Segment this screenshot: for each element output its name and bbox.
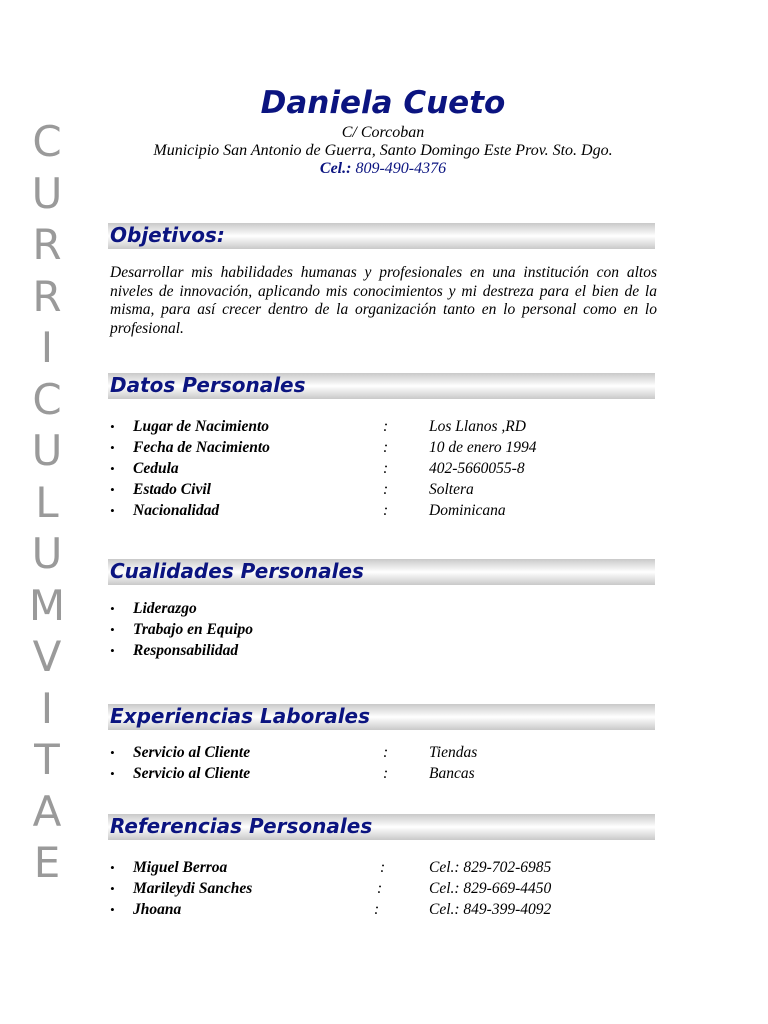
item-value: Los Llanos ,RD bbox=[429, 418, 526, 435]
section-title-cualidades-personales: Cualidades Personales bbox=[110, 559, 364, 583]
phone-number: 809-490-4376 bbox=[355, 160, 447, 177]
address-line-1: C/ Corcoban bbox=[341, 124, 425, 141]
item-separator: : bbox=[383, 439, 389, 456]
list-item bbox=[110, 479, 670, 500]
list-item bbox=[110, 742, 670, 763]
list-item bbox=[110, 899, 670, 920]
bullet: • bbox=[110, 461, 115, 476]
item-separator: : bbox=[383, 460, 389, 477]
item-label: Responsabilidad bbox=[133, 642, 239, 659]
item-value: 402-5660055-8 bbox=[429, 460, 525, 477]
side-letter: I bbox=[40, 323, 54, 372]
side-letter: E bbox=[33, 838, 61, 887]
item-value: Soltera bbox=[429, 481, 474, 498]
section-bar-cualidades-personales bbox=[108, 559, 655, 585]
side-letter: A bbox=[32, 786, 62, 836]
bullet: • bbox=[110, 482, 115, 497]
list-item bbox=[110, 437, 670, 458]
candidate-name: Daniela Cueto bbox=[260, 85, 506, 121]
item-value: Bancas bbox=[429, 765, 475, 782]
bullet: • bbox=[110, 745, 115, 760]
item-value: Dominicana bbox=[429, 502, 506, 519]
section-title-datos-personales: Datos Personales bbox=[110, 373, 306, 397]
item-label: Servicio al Cliente bbox=[133, 765, 251, 782]
item-value: Tiendas bbox=[429, 744, 478, 761]
section-title-referencias-personales: Referencias Personales bbox=[110, 814, 373, 838]
list-item bbox=[110, 619, 670, 640]
side-letter: R bbox=[32, 271, 62, 321]
bullet: • bbox=[110, 860, 115, 875]
list-item bbox=[110, 500, 670, 521]
side-letter: U bbox=[31, 426, 63, 475]
list-item bbox=[110, 416, 670, 437]
side-letter: T bbox=[34, 735, 60, 784]
list-item bbox=[110, 598, 670, 619]
side-letter: L bbox=[35, 477, 59, 527]
objetivos-text: Desarrollar mis habilidades humanas y profesionales en una institución con altos niveles de innovación, aplicando mis conocimientos y mi destreza para el bien de la misma, para así crecer dentro de la organización tanto en lo personal como en lo profesional. bbox=[110, 264, 657, 337]
section-title-experiencias-laborales: Experiencias Laborales bbox=[110, 704, 371, 728]
bullet: • bbox=[110, 902, 115, 917]
item-separator: : bbox=[380, 859, 386, 876]
bullet: • bbox=[110, 419, 115, 434]
list-item bbox=[110, 878, 670, 899]
item-value: Cel.: 829-702-6985 bbox=[429, 859, 552, 876]
item-separator: : bbox=[383, 765, 389, 782]
item-separator: : bbox=[383, 418, 389, 435]
section-bar-experiencias-laborales bbox=[108, 704, 655, 730]
referencias-personales-list bbox=[110, 857, 670, 920]
bullet: • bbox=[110, 766, 115, 781]
side-letter: R bbox=[32, 220, 62, 269]
item-label: Liderazgo bbox=[133, 600, 197, 617]
bullet: • bbox=[110, 881, 115, 896]
item-label: Fecha de Nacimiento bbox=[133, 439, 270, 456]
address-line-2: Municipio San Antonio de Guerra, Santo Domingo Este Prov. Sto. Dgo. bbox=[153, 142, 613, 159]
item-label: Lugar de Nacimiento bbox=[133, 418, 270, 435]
resume-header bbox=[110, 82, 656, 178]
cualidades-personales-list bbox=[110, 598, 670, 661]
list-item bbox=[110, 763, 670, 784]
section-bar-objetivos bbox=[108, 223, 655, 249]
side-letter: U bbox=[31, 529, 63, 578]
item-label: Jhoana bbox=[133, 901, 182, 918]
item-value: Cel.: 849-399-4092 bbox=[429, 901, 552, 918]
list-item bbox=[110, 458, 670, 479]
section-bar-datos-personales bbox=[108, 373, 655, 399]
item-label: Servicio al Cliente bbox=[133, 744, 251, 761]
item-separator: : bbox=[383, 481, 389, 498]
side-letter: M bbox=[28, 580, 66, 630]
item-separator: : bbox=[383, 744, 389, 761]
item-label: Nacionalidad bbox=[133, 502, 220, 519]
item-label: Cedula bbox=[133, 460, 179, 477]
item-value: 10 de enero 1994 bbox=[429, 439, 537, 456]
item-separator: : bbox=[374, 901, 380, 918]
side-letter: V bbox=[32, 632, 62, 681]
side-letter: U bbox=[31, 168, 63, 218]
list-item bbox=[110, 857, 670, 878]
item-label: Estado Civil bbox=[133, 481, 211, 498]
phone-label: Cel.: bbox=[319, 160, 352, 177]
experiencias-laborales-list bbox=[110, 742, 670, 784]
section-bar-referencias-personales bbox=[108, 814, 655, 840]
list-item bbox=[110, 640, 670, 661]
side-letter: I bbox=[40, 683, 54, 733]
item-label: Miguel Berroa bbox=[133, 859, 228, 876]
bullet: • bbox=[110, 503, 115, 518]
bullet: • bbox=[110, 601, 115, 616]
vertical-curriculum-title bbox=[22, 116, 72, 889]
item-value: Cel.: 829-669-4450 bbox=[429, 880, 552, 897]
side-letter: C bbox=[32, 117, 62, 166]
section-title-objetivos: Objetivos: bbox=[110, 223, 225, 247]
item-separator: : bbox=[383, 502, 389, 519]
phone-line bbox=[110, 160, 656, 178]
bullet: • bbox=[110, 622, 115, 637]
datos-personales-list bbox=[110, 416, 670, 521]
bullet: • bbox=[110, 440, 115, 455]
item-label: Trabajo en Equipo bbox=[133, 621, 253, 638]
item-label: Marileydi Sanches bbox=[133, 880, 253, 897]
bullet: • bbox=[110, 643, 115, 658]
side-letter: C bbox=[32, 374, 62, 424]
item-separator: : bbox=[377, 880, 383, 897]
